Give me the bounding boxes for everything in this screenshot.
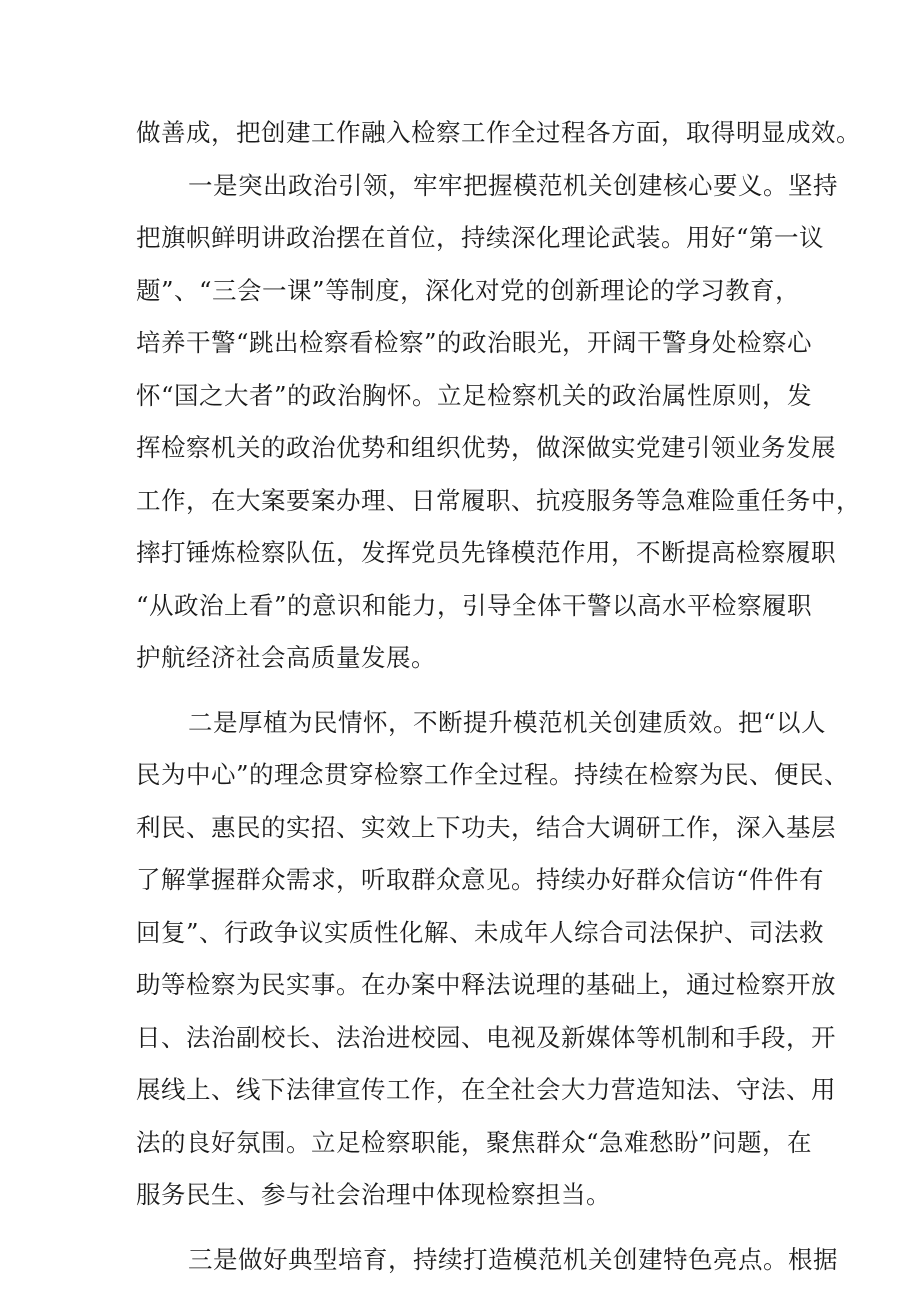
text-line: 回复”、行政争议实质性化解、未成年人综合司法保护、司法救	[136, 917, 825, 947]
text-line: 护航经济社会高质量发展。	[136, 643, 436, 672]
text-line: 把旗帜鲜明讲政治摆在首位，持续深化理论武装。用好“第一议	[136, 223, 825, 252]
text-line: 挥检察机关的政治优势和组织优势，做深做实党建引领业务发展	[136, 433, 836, 462]
text-line: 一是突出政治引领，牢牢把握模范机关创建核心要义。坚持	[188, 170, 838, 200]
text-line: 展线上、线下法律宣传工作，在全社会大力营造知法、守法、用	[136, 1075, 836, 1104]
text-line: 利民、惠民的实招、实效上下功夫，结合大调研工作，深入基层	[136, 812, 836, 842]
text-line: “从政治上看”的意识和能力，引导全体干警以高水平检察履职	[136, 590, 813, 620]
text-line: 法的良好氛围。立足检察职能，聚焦群众“急难愁盼”问题，在	[136, 1127, 813, 1157]
text-line: 民为中心”的理念贯穿检察工作全过程。持续在检察为民、便民、	[136, 760, 850, 789]
paragraph	[136, 160, 861, 685]
paragraph	[136, 697, 850, 1222]
text-line: 工作，在大案要案办理、日常履职、抗疫服务等急难险重任务中，	[136, 485, 861, 515]
paragraph-gap	[136, 1222, 796, 1234]
paragraph	[136, 107, 861, 160]
text-line: 服务民生、参与社会治理中体现检察担当。	[136, 1180, 611, 1209]
text-line: 日、法治副校长、法治进校园、电视及新媒体等机制和手段，开	[136, 1022, 836, 1052]
text-line: 怀“国之大者”的政治胸怀。立足检察机关的政治属性原则，发	[136, 380, 813, 410]
text-line: 题”、“三会一课”等制度，深化对党的创新理论的学习教育，	[136, 275, 801, 305]
paragraph	[136, 1234, 838, 1287]
document-body	[136, 107, 861, 1286]
text-line: 培养干警“跳出检察看检察”的政治眼光，开阔干警身处检察心	[136, 328, 813, 357]
text-line: 二是厚植为民情怀，不断提升模范机关创建质效。把“以人	[188, 707, 827, 737]
text-line: 了解掌握群众需求，听取群众意见。持续办好群众信访“件件有	[136, 865, 825, 894]
text-line: 做善成，把创建工作融入检察工作全过程各方面，取得明显成效。	[136, 118, 861, 147]
text-line: 摔打锤炼检察队伍，发挥党员先锋模范作用，不断提高检察履职	[136, 538, 836, 567]
text-line: 助等检察为民实事。在办案中释法说理的基础上，通过检察开放	[136, 970, 836, 999]
text-line: 三是做好典型培育，持续打造模范机关创建特色亮点。根据	[188, 1244, 838, 1274]
paragraph-gap	[136, 685, 796, 697]
